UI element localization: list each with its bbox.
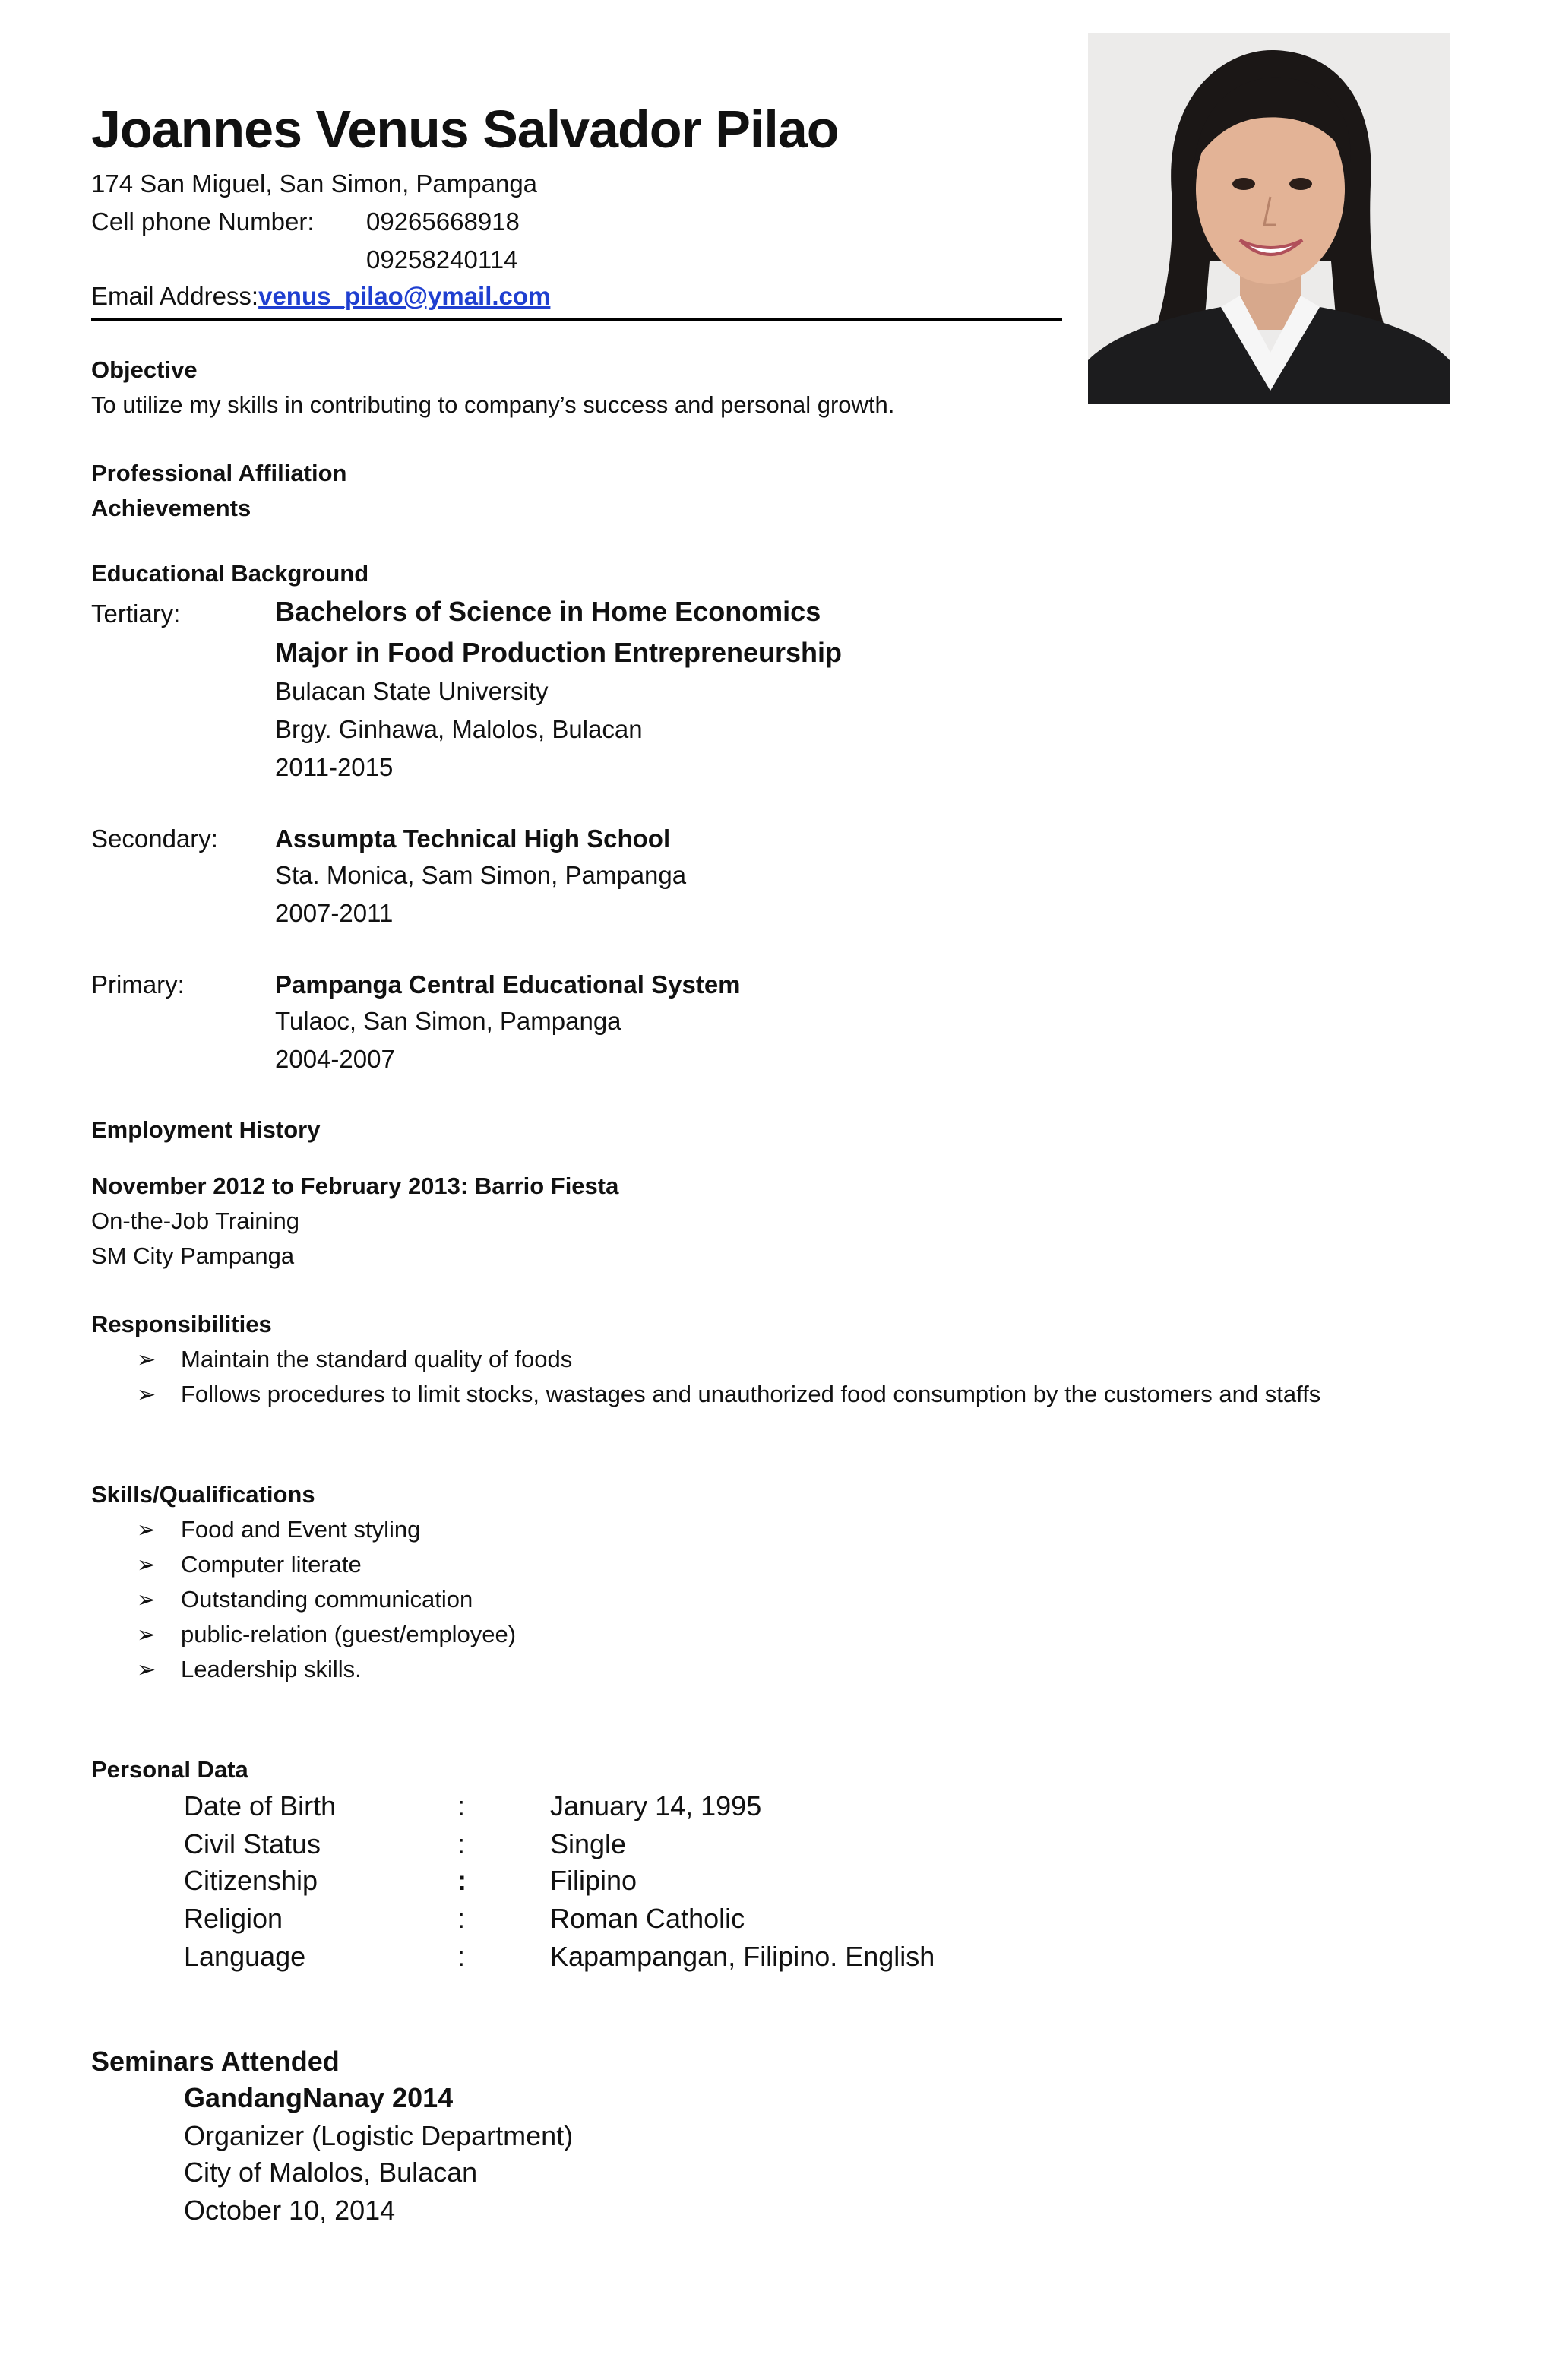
arrow-bullet-icon: ➢ [137, 1347, 157, 1372]
employment-role: On-the-Job Training [91, 1207, 299, 1234]
responsibilities-heading: Responsibilities [91, 1311, 272, 1337]
phone-number-1: 09265668918 [366, 207, 520, 236]
email-link[interactable]: venus_pilao@ymail.com [258, 282, 551, 310]
resume-page: Joannes Venus Salvador Pilao 174 San Miguel, San Simon, Pampanga Cell phone Number: 09265668918 09258240114 Email Address:venus_pilao@ymail.com Objective To utilize my skills in contributing to company’s success and personal growth. Professional Affiliation Achievements Educational Background Tertiary: Bachelors of Science in Home Economics Major in Food Production Entrepreneurship Bulacan State University Brgy. Ginhawa, Malolos, Bulacan 2011-2015 Secondary: Assumpta Technical High School Sta. Monica, Sam Simon, Pampanga 2007-2011 Primary: Pampanga Central Educational System Tulaoc, San Simon, Pampanga 2004-2007 Employment History November 2012 to February 2013: Barrio Fiesta On-the-Job Training SM City Pampanga Responsibilities ➢ Maintain the standard quality of foods ➢ Follows procedures to limit stocks, wastages and unauthorized food consumption by the customers and staffs Skills/Qualifications ➢ Food and Event styling ➢ Computer literate ➢ Outstanding communication ➢ public-relation (guest/employee) ➢ Leadership skills. Personal Data Date of Birth : January 14, 1995 Civil Status : Single Citizenship : Filipino Religion : Roman Catholic Language : Kapampangan, Filipino. English Seminars Attended GandangNanay 2014 Organizer (Logistic Department) City of Malolos, Bulacan October 10, 2014 [0, 0, 1556, 2380]
header-divider [91, 318, 1062, 321]
list-item: ➢ Outstanding communication [91, 1582, 473, 1618]
arrow-bullet-icon: ➢ [137, 1587, 157, 1613]
skills-heading: Skills/Qualifications [91, 1481, 315, 1508]
email-row [91, 278, 550, 315]
list-item: ➢ Computer literate [91, 1547, 362, 1583]
objective-heading: Objective [91, 356, 198, 383]
list-item: ➢ Leadership skills. [91, 1652, 362, 1688]
affiliation-heading: Professional Affiliation [91, 460, 347, 486]
applicant-name: Joannes Venus Salvador Pilao [91, 100, 839, 159]
arrow-bullet-icon: ➢ [137, 1622, 157, 1647]
applicant-photo [1088, 33, 1450, 404]
phone-label: Cell phone Number: [91, 207, 315, 236]
secondary-label: Secondary: [91, 824, 218, 853]
secondary-years: 2007-2011 [275, 899, 394, 927]
objective-text: To utilize my skills in contributing to company’s success and personal growth. [91, 391, 895, 418]
arrow-bullet-icon: ➢ [137, 1382, 157, 1407]
primary-years: 2004-2007 [275, 1045, 395, 1073]
list-item: ➢ public-relation (guest/employee) [91, 1617, 516, 1653]
primary-address: Tulaoc, San Simon, Pampanga [275, 1007, 621, 1035]
seminar-place: City of Malolos, Bulacan [184, 2157, 478, 2188]
tertiary-address: Brgy. Ginhawa, Malolos, Bulacan [275, 715, 643, 743]
phone-number-2: 09258240114 [366, 245, 518, 274]
secondary-address: Sta. Monica, Sam Simon, Pampanga [275, 861, 687, 889]
primary-label: Primary: [91, 970, 185, 999]
employment-period: November 2012 to February 2013: Barrio Fiesta [91, 1173, 619, 1199]
primary-school: Pampanga Central Educational System [275, 970, 741, 999]
arrow-bullet-icon: ➢ [137, 1518, 157, 1543]
list-item: ➢ Food and Event styling [91, 1512, 420, 1548]
seminars-heading: Seminars Attended [91, 2046, 340, 2077]
seminar-date: October 10, 2014 [184, 2195, 396, 2226]
email-label: Email Address: [91, 282, 259, 310]
arrow-bullet-icon: ➢ [137, 1657, 157, 1682]
tertiary-years: 2011-2015 [275, 753, 394, 781]
tertiary-school: Bulacan State University [275, 677, 549, 705]
address-line: 174 San Miguel, San Simon, Pampanga [91, 169, 538, 198]
personal-data-heading: Personal Data [91, 1756, 248, 1783]
achievements-heading: Achievements [91, 495, 251, 521]
tertiary-label: Tertiary: [91, 600, 181, 628]
seminar-role: Organizer (Logistic Department) [184, 2120, 574, 2151]
list-item: ➢ Follows procedures to limit stocks, wastages and unauthorized food consumption by the customers and staffs [91, 1377, 1320, 1413]
seminar-title: GandangNanay 2014 [184, 2082, 454, 2113]
tertiary-degree: Bachelors of Science in Home Economics [275, 596, 821, 627]
arrow-bullet-icon: ➢ [137, 1552, 157, 1578]
tertiary-major: Major in Food Production Entrepreneurship [275, 637, 843, 668]
portrait-image [1088, 33, 1450, 404]
secondary-school: Assumpta Technical High School [275, 824, 671, 853]
list-item: ➢ Maintain the standard quality of foods [91, 1342, 572, 1378]
employment-place: SM City Pampanga [91, 1242, 295, 1269]
employment-heading: Employment History [91, 1116, 321, 1143]
education-heading: Educational Background [91, 560, 369, 587]
